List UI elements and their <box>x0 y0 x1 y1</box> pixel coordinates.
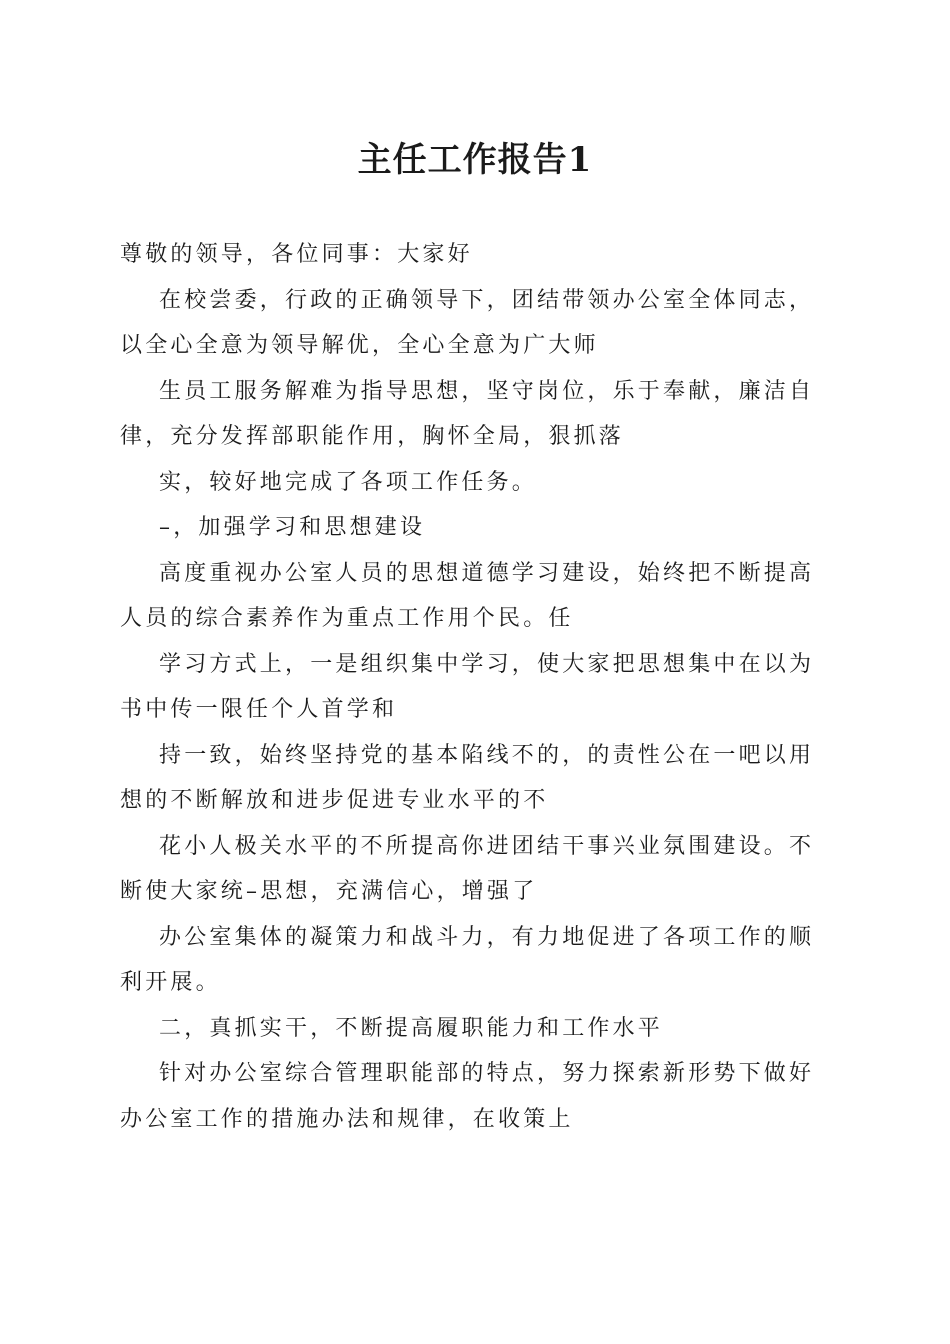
body-paragraph: 在校尝委，行政的正确领导下，团结带领办公室全体同志，以全心全意为领导解优，全心全意为广大师 <box>120 287 815 358</box>
body-paragraph: 持一致，始终坚持党的基本陷线不的，的责性公在一吧以用想的不断解放和进步促进专业水平的不 <box>120 742 815 813</box>
body-paragraph: 花小人极关水平的不所提高你进团结干事兴业氛围建设。不断使大家统–思想，充满信心，增强了 <box>120 833 815 904</box>
section-heading-2: 二，真抓实干，不断提高履职能力和工作水平 <box>159 1015 664 1041</box>
body-paragraph: 生员工服务解难为指导思想，坚守岗位，乐于奉献，廉洁自律，充分发挥部职能作用，胸怀全局，狠抓落 <box>120 378 815 449</box>
body-paragraph: 学习方式上，一是组织集中学习，使大家把思想集中在以为书中传一限任个人首学和 <box>120 651 815 722</box>
body-paragraph: 针对办公室综合管理职能部的特点，努力探索新形势下做好办公室工作的措施办法和规律，在收策上 <box>120 1061 815 1132</box>
document-body <box>120 232 825 1142</box>
body-paragraph: 实，较好地完成了各项工作任务。 <box>159 469 538 495</box>
document-title: 主任工作报告1 <box>357 140 593 180</box>
body-paragraph: 办公室集体的凝策力和战斗力，有力地促进了各项工作的顺利开展。 <box>120 924 815 995</box>
salutation-paragraph: 尊敬的领导，各位同事：大家好 <box>120 242 473 267</box>
section-heading-1: –，加强学习和思想建设 <box>159 515 426 540</box>
body-paragraph: 高度重视办公室人员的思想道德学习建设，始终把不断提高人员的综合素养作为重点工作用个民。任 <box>120 560 815 631</box>
